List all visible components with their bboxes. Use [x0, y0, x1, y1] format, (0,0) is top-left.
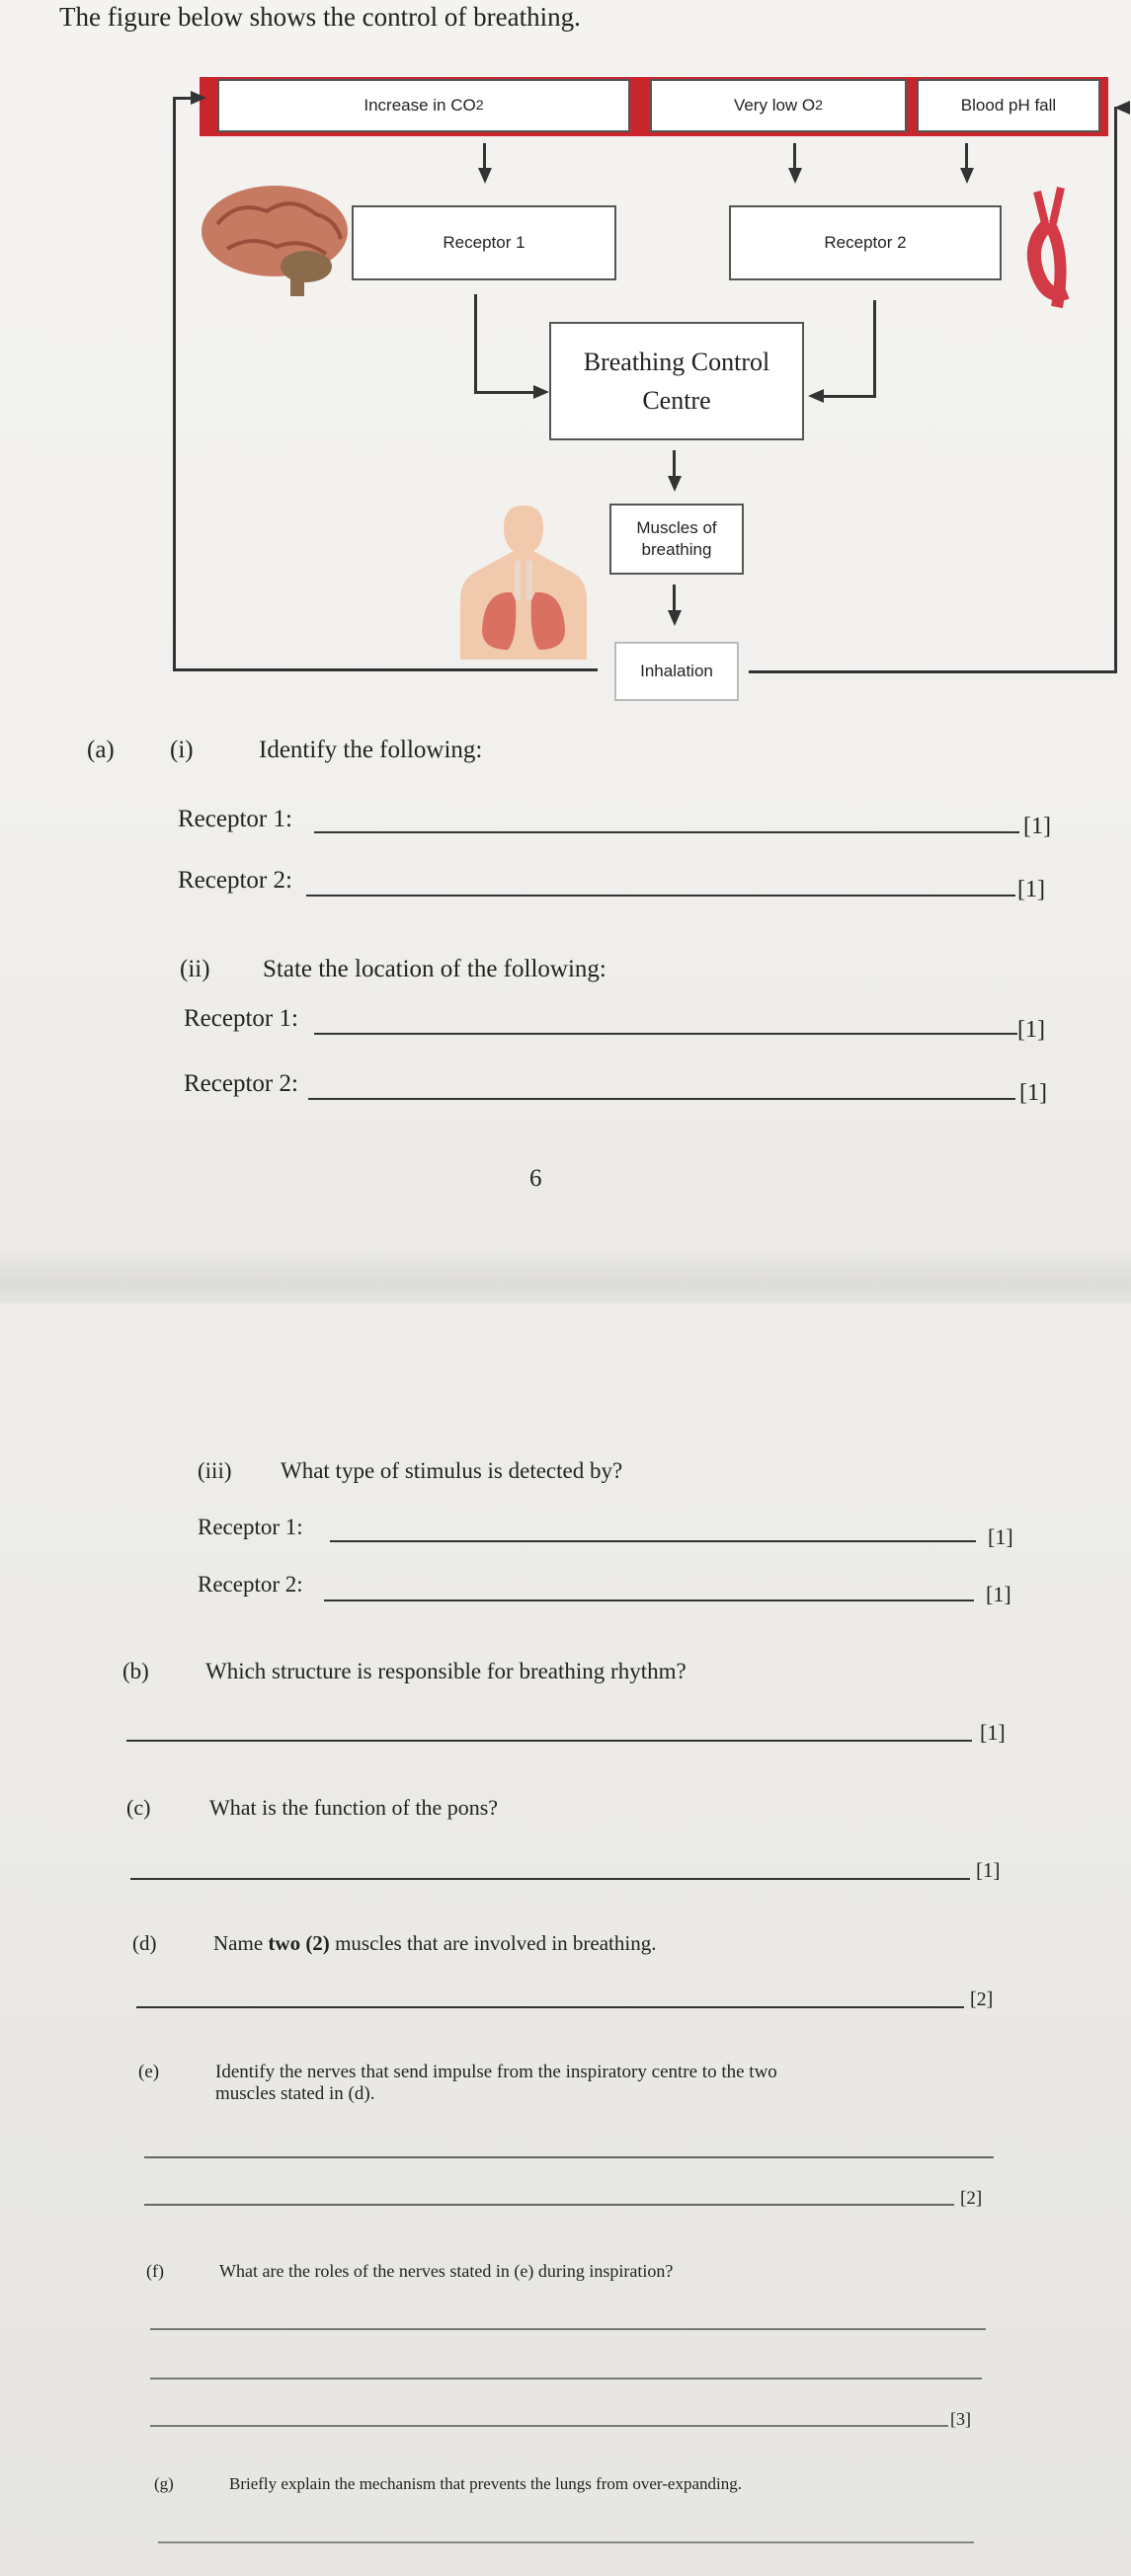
arrow-o2-to-r2 [788, 168, 802, 184]
part-b-marks: [1] [980, 1720, 1006, 1745]
a-iii-receptor1-label: Receptor 1: [198, 1515, 303, 1539]
part-g-question: Briefly explain the mechanism that prevents the lungs from over-expanding. [229, 2474, 742, 2493]
part-f-answer-line-3[interactable] [150, 2425, 948, 2427]
arrow-ph-to-r2 [960, 168, 974, 184]
arrow-bcc-to-muscles [668, 476, 682, 492]
part-e-answer-line-2[interactable] [144, 2204, 954, 2206]
arrow-muscles-to-inhalation [668, 610, 682, 626]
arrow-co2-to-r1 [478, 168, 492, 184]
part-a-ii-question: State the location of the following: [263, 956, 606, 982]
arrow-into-bar-left [191, 91, 206, 105]
part-c-label: (c) [126, 1795, 151, 1820]
feedback-line-right [1114, 107, 1117, 673]
box-very-low-o2: Very low O 2 [650, 79, 907, 132]
a-i-receptor2-marks: [1] [1017, 877, 1045, 902]
part-b-answer-line[interactable] [126, 1740, 972, 1742]
part-a-i-question: Identify the following: [259, 737, 483, 763]
a-i-receptor2-label: Receptor 2: [178, 867, 292, 894]
brain-icon [198, 180, 356, 298]
part-g-label: (g) [154, 2474, 174, 2493]
part-d-answer-line[interactable] [136, 2006, 964, 2008]
part-d-label: (d) [132, 1931, 157, 1955]
a-i-receptor1-answer-line[interactable] [314, 831, 1019, 833]
a-iii-receptor1-answer-line[interactable] [330, 1540, 976, 1542]
receptor-1-box: Receptor 1 [352, 205, 616, 280]
part-a-ii-label: (ii) [180, 956, 210, 982]
inhalation-box: Inhalation [614, 642, 739, 701]
part-a-iii-label: (iii) [198, 1458, 232, 1483]
page-number: 6 [529, 1165, 542, 1192]
a-ii-receptor2-label: Receptor 2: [184, 1070, 298, 1097]
part-f-answer-line-1[interactable] [150, 2328, 986, 2330]
a-ii-receptor1-label: Receptor 1: [184, 1005, 298, 1032]
arrow-r2-to-bcc [808, 389, 824, 403]
part-c-marks: [1] [976, 1858, 1001, 1882]
part-f-question: What are the roles of the nerves stated in (e) during inspiration? [219, 2261, 674, 2281]
a-ii-receptor1-answer-line[interactable] [314, 1033, 1017, 1035]
a-ii-receptor2-answer-line[interactable] [308, 1098, 1015, 1100]
box-increase-co2: Increase in CO 2 [217, 79, 630, 132]
muscles-of-breathing-box: Muscles of breathing [609, 504, 744, 575]
a-ii-receptor2-marks: [1] [1019, 1080, 1047, 1106]
part-f-answer-line-2[interactable] [150, 2378, 982, 2380]
part-e-question-line2: muscles stated in (d). [215, 2083, 375, 2104]
part-c-answer-line[interactable] [130, 1878, 970, 1880]
breathing-control-centre-box: Breathing Control Centre [549, 322, 804, 440]
part-d-marks: [2] [970, 1989, 994, 2010]
receptor-2-box: Receptor 2 [729, 205, 1002, 280]
arrow-r1-to-bcc [533, 385, 549, 399]
a-iii-receptor2-marks: [1] [986, 1582, 1011, 1606]
part-b-label: (b) [122, 1659, 149, 1683]
part-c-question: What is the function of the pons? [209, 1795, 499, 1820]
part-g-answer-line-1[interactable] [158, 2541, 974, 2543]
a-iii-receptor2-label: Receptor 2: [198, 1572, 303, 1597]
lungs-torso-icon [454, 502, 593, 660]
part-e-question-line1: Identify the nerves that send impulse from the inspiratory centre to the two [215, 2062, 777, 2082]
part-f-marks: [3] [950, 2409, 971, 2429]
box-blood-ph-fall: Blood pH fall [917, 79, 1100, 132]
baseline-left [175, 668, 598, 671]
part-e-label: (e) [138, 2062, 160, 2082]
a-iii-receptor2-answer-line[interactable] [324, 1600, 974, 1601]
a-i-receptor1-marks: [1] [1023, 814, 1051, 839]
a-i-receptor1-label: Receptor 1: [178, 806, 292, 832]
part-b-question: Which structure is responsible for breathing rhythm? [205, 1659, 687, 1683]
part-a-i-label: (i) [170, 737, 194, 763]
part-d-question: Name two (2) muscles that are involved in breathing. [213, 1931, 657, 1955]
intro-text: The figure below shows the control of breathing. [59, 2, 581, 32]
aorta-icon [1017, 184, 1087, 312]
part-a-iii-question: What type of stimulus is detected by? [281, 1458, 623, 1483]
part-e-answer-line-1[interactable] [144, 2156, 994, 2158]
part-f-label: (f) [146, 2261, 164, 2281]
baseline-right [749, 670, 1116, 673]
arrow-into-bar-right [1114, 101, 1130, 115]
a-iii-receptor1-marks: [1] [988, 1524, 1013, 1549]
feedback-line-left [173, 97, 176, 671]
a-ii-receptor1-marks: [1] [1017, 1017, 1045, 1043]
a-i-receptor2-answer-line[interactable] [306, 895, 1015, 897]
part-e-marks: [2] [960, 2188, 983, 2209]
part-a-label: (a) [87, 737, 115, 763]
